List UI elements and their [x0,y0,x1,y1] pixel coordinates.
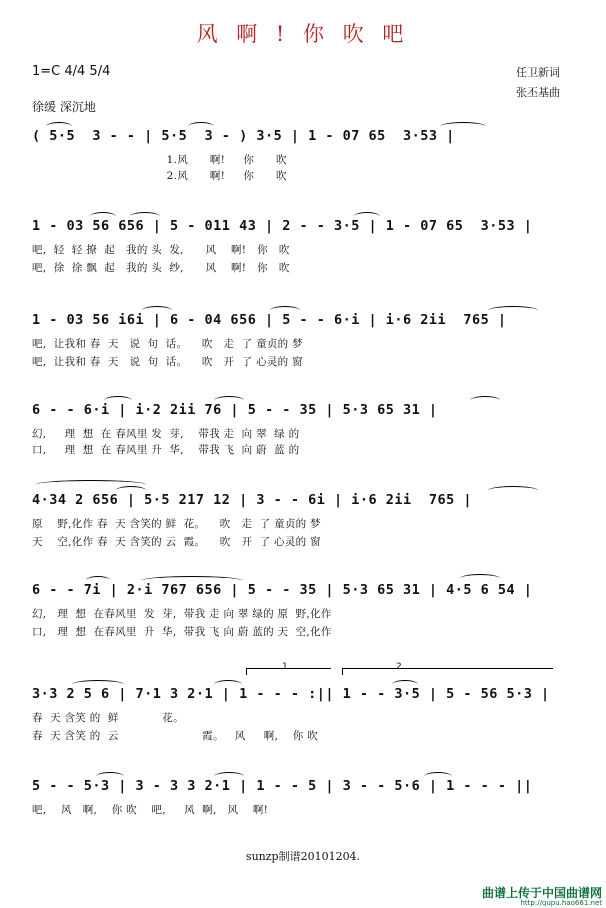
slur-mark [424,772,452,781]
lyricist-credit: 任卫新词 [516,66,560,79]
slur-mark [354,212,380,221]
slur-mark [392,680,418,689]
slur-mark [46,122,72,131]
slur-mark [488,486,538,495]
key-signature: 1=C 4/4 5/4 [32,64,111,79]
slur-mark [116,486,146,495]
slur-mark [90,212,116,221]
score-system-5-lyric-verse-2: 天 空,化作 春 天 含笑的 云 霞。 吹 开 了 心灵的 窗 [32,536,321,548]
score-system-6-lyric-verse-1: 幻, 理 想 在春风里 发 芽, 带我 走 向 翠 绿的 原 野,化作 [32,608,332,620]
slur-mark [470,396,500,405]
score-system-3-lyric-verse-2: 吧, 让我和 春 天 说 句 话。 吹 开 了 心灵的 窗 [32,356,303,368]
slur-mark [130,212,160,221]
score-system-5-notes: 4·34 2 656 | 5·5 217 12 | 3 - - 6i | i·6 2ii 765 | [32,492,473,508]
slur-mark [460,574,500,583]
song-title: 风 啊 ! 你 吹 吧 [196,22,410,46]
score-system-5-lyric-verse-1: 原 野,化作 春 天 含笑的 鲜 花。 吹 走 了 童贞的 梦 [32,518,321,530]
composer-credit: 张丕基曲 [516,86,560,99]
score-system-1-lyric-verse-2: 2.风 啊! 你 吹 [32,170,287,182]
slur-mark [270,306,300,315]
tempo-marking: 徐缓 深沉地 [32,100,96,114]
score-system-7-notes: 3·3 2 5 6 | 7·1 3 2·1 | 1 - - - :|| 1 - - 3·5 | 5 - 56 5·3 | [32,686,550,702]
volta-bracket-2 [342,668,553,675]
score-system-4-lyric-verse-2: 口, 理 想 在 春风里 升 华, 带我 飞 向 蔚 蓝 的 [32,444,300,456]
score-system-7-lyric-verse-2: 春 天 含笑 的 云 霞。 风 啊, 你 吹 [32,730,319,742]
slur-mark [86,576,110,585]
slur-mark [214,396,244,405]
score-system-6-lyric-verse-2: 口, 理 想 在春风里 升 华, 带我 飞 向 蔚 蓝的 天 空,化作 [32,626,332,638]
slur-mark [214,772,244,781]
score-system-1-notes: ( 5·5 3 - - | 5·5 3 - ) 3·5 | 1 - 07 65 3·53 | [32,128,455,144]
score-system-8-lyric: 吧, 风 啊, 你 吹 吧, 风 啊, 风 啊! [32,804,269,816]
watermark-url: http://qupu.hao661.net [520,899,602,907]
score-system-3-notes: 1 - 03 56 i6i | 6 - 04 656 | 5 - - 6·i | i·6 2ii 765 | [32,312,507,328]
slur-mark [142,576,242,585]
slur-mark [440,122,486,131]
score-system-2-lyric-verse-2: 吧, 徐 徐 飘 起 我的 头 纱, 风 啊! 你 吹 [32,262,290,274]
score-system-8-notes: 5 - - 5·3 | 3 - 3 3 2·1 | 1 - - 5 | 3 - - 5·6 | 1 - - - || [32,778,533,794]
watermark-text: 曲谱上传于中国曲谱网 [481,886,602,900]
score-system-2-lyric-verse-1: 吧, 轻 轻 撩 起 我的 头 发, 风 啊! 你 吹 [32,244,290,256]
score-system-2-notes: 1 - 03 56 656 | 5 - 011 43 | 2 - - 3·5 | 1 - 07 65 3·53 | [32,218,533,234]
score-system-3-lyric-verse-1: 吧, 让我和 春 天 说 句 话。 吹 走 了 童贞的 梦 [32,338,303,350]
volta-label-1: 1 [282,662,288,672]
volta-label-2: 2 [396,662,402,672]
score-system-7-lyric-verse-1: 春 天 含笑 的 鲜 花。 [32,712,184,724]
transcriber-credit: sunzp制谱20101204. [245,850,361,863]
score-system-4-notes: 6 - - 6·i | i·2 2ii 76 | 5 - - 35 | 5·3 65 31 | [32,402,438,418]
slur-mark [488,306,538,315]
slur-mark [104,396,132,405]
volta-bracket-1 [246,668,331,675]
score-system-1-lyric-verse-1: 1.风 啊! 你 吹 [32,154,287,166]
slur-mark [214,680,242,689]
slur-mark [72,680,124,689]
slur-mark [96,772,124,781]
slur-mark [142,306,172,315]
slur-mark [188,122,214,131]
score-system-4-lyric-verse-1: 幻, 理 想 在 春风里 发 芽, 带我 走 向 翠 绿 的 [32,428,300,440]
score-system-6-notes: 6 - - 7i | 2·i 767 656 | 5 - - 35 | 5·3 65 31 | 4·5 6 54 | [32,582,533,598]
